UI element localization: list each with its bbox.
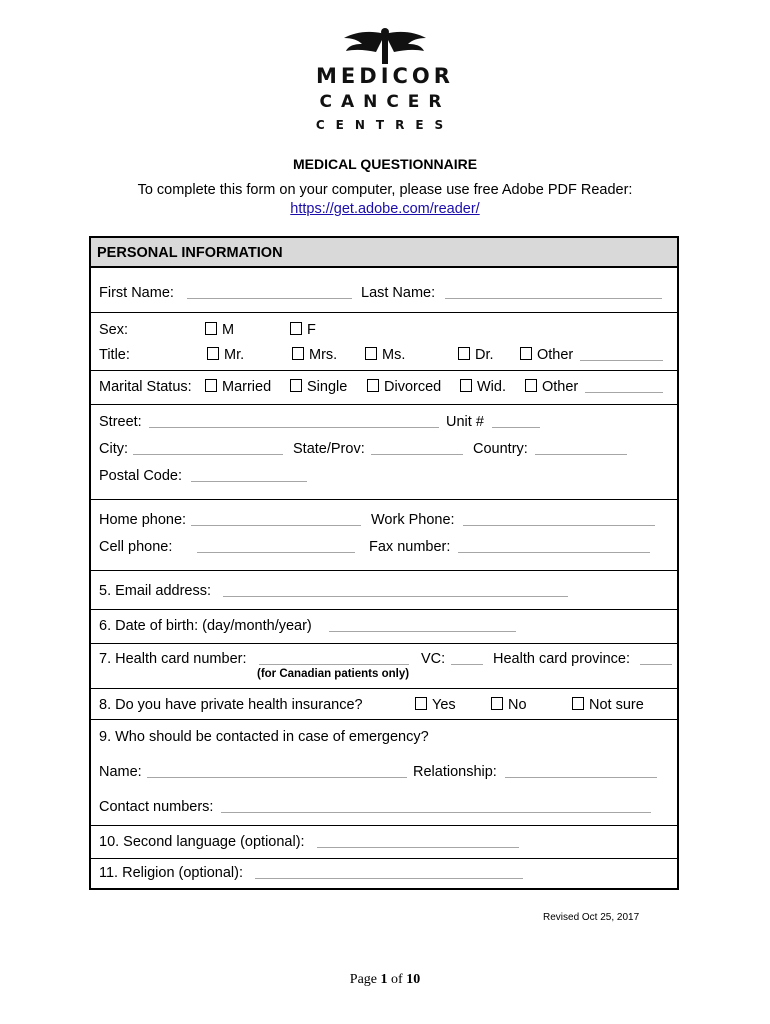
relationship-label: Relationship: [413, 764, 497, 780]
divider [91, 688, 677, 689]
fax-number-label: Fax number: [369, 539, 451, 555]
marital-other-checkbox[interactable]: Other [525, 379, 578, 395]
divider [91, 858, 677, 859]
caduceus-wings-icon [300, 28, 470, 68]
marital-divorced-checkbox[interactable]: Divorced [367, 379, 441, 395]
second-language-label: 10. Second language (optional): [99, 834, 305, 850]
marital-married-checkbox[interactable]: Married [205, 379, 271, 395]
dob-field[interactable] [329, 619, 516, 632]
country-field[interactable] [535, 442, 627, 455]
health-card-label: 7. Health card number: [99, 651, 247, 667]
marital-other-field[interactable] [585, 380, 663, 393]
postal-code-label: Postal Code: [99, 468, 183, 484]
divider [91, 719, 677, 720]
email-field[interactable] [223, 584, 568, 597]
title-other-field[interactable] [580, 348, 663, 361]
health-card-field[interactable] [259, 652, 409, 665]
personal-information-form [89, 236, 679, 890]
title-mrs-checkbox[interactable]: Mrs. [292, 347, 337, 363]
street-label: Street: [99, 414, 142, 430]
insurance-question: 8. Do you have private health insurance? [99, 697, 363, 713]
title-ms-checkbox[interactable]: Ms. [365, 347, 405, 363]
title-label: Title: [99, 347, 130, 363]
page-number: Page 1 of 10 [349, 972, 421, 987]
contact-numbers-field[interactable] [221, 800, 651, 813]
emergency-contact-question: 9. Who should be contacted in case of emergency? [99, 729, 429, 745]
fax-number-field[interactable] [458, 540, 650, 553]
work-phone-label: Work Phone: [371, 512, 455, 528]
cell-phone-field[interactable] [197, 540, 355, 553]
home-phone-field[interactable] [191, 513, 361, 526]
emergency-name-field[interactable] [147, 765, 407, 778]
last-name-field[interactable] [445, 286, 662, 299]
state-prov-field[interactable] [371, 442, 463, 455]
email-label: 5. Email address: [99, 583, 212, 599]
unit-label: Unit # [446, 414, 484, 430]
sex-label: Sex: [99, 322, 129, 338]
logo-line-2: CANCER [319, 92, 451, 112]
sex-m-checkbox[interactable]: M [205, 322, 234, 338]
vc-label: VC: [421, 651, 446, 667]
revised-date: Revised Oct 25, 2017 [543, 912, 640, 923]
vc-field[interactable] [451, 652, 483, 665]
title-other-checkbox[interactable]: Other [520, 347, 573, 363]
section-header: PERSONAL INFORMATION [91, 238, 677, 268]
health-card-province-label: Health card province: [493, 651, 631, 667]
religion-field[interactable] [255, 866, 523, 879]
first-name-field[interactable] [187, 286, 352, 299]
relationship-field[interactable] [505, 765, 657, 778]
second-language-field[interactable] [317, 835, 519, 848]
adobe-reader-link[interactable]: https://get.adobe.com/reader/ [290, 201, 480, 217]
divider [91, 825, 677, 826]
city-field[interactable] [133, 442, 283, 455]
work-phone-field[interactable] [463, 513, 655, 526]
divider [91, 499, 677, 500]
divider [91, 570, 677, 571]
country-label: Country: [473, 441, 528, 457]
insurance-no-checkbox[interactable]: No [491, 697, 527, 713]
cell-phone-label: Cell phone: [99, 539, 173, 555]
insurance-not-sure-checkbox[interactable]: Not sure [572, 697, 644, 713]
canadian-patients-note: (for Canadian patients only) [257, 668, 410, 680]
city-label: City: [99, 441, 128, 457]
health-card-province-field[interactable] [640, 652, 672, 665]
unit-field[interactable] [492, 415, 540, 428]
marital-single-checkbox[interactable]: Single [290, 379, 347, 395]
marital-status-label: Marital Status: [99, 379, 192, 395]
last-name-label: Last Name: [361, 285, 436, 301]
religion-label: 11. Religion (optional): [99, 865, 244, 881]
emergency-name-label: Name: [99, 764, 142, 780]
marital-widowed-checkbox[interactable]: Wid. [460, 379, 506, 395]
logo-line-1: MEDICOR [316, 64, 454, 88]
medicor-logo [300, 28, 470, 136]
dob-label: 6. Date of birth: (day/month/year) [99, 618, 312, 634]
insurance-yes-checkbox[interactable]: Yes [415, 697, 456, 713]
contact-numbers-label: Contact numbers: [99, 799, 214, 815]
sex-f-checkbox[interactable]: F [290, 322, 316, 338]
title-mr-checkbox[interactable]: Mr. [207, 347, 244, 363]
home-phone-label: Home phone: [99, 512, 187, 528]
instructions-text: To complete this form on your computer, please use free Adobe PDF Reader: [137, 182, 633, 198]
divider [91, 643, 677, 644]
title-dr-checkbox[interactable]: Dr. [458, 347, 494, 363]
divider [91, 312, 677, 313]
divider [91, 370, 677, 371]
page-title: MEDICAL QUESTIONNAIRE [292, 156, 478, 172]
first-name-label: First Name: [99, 285, 174, 301]
logo-line-3: CENTRES [315, 118, 455, 132]
divider [91, 404, 677, 405]
street-field[interactable] [149, 415, 439, 428]
postal-code-field[interactable] [191, 469, 307, 482]
divider [91, 609, 677, 610]
state-prov-label: State/Prov: [293, 441, 365, 457]
